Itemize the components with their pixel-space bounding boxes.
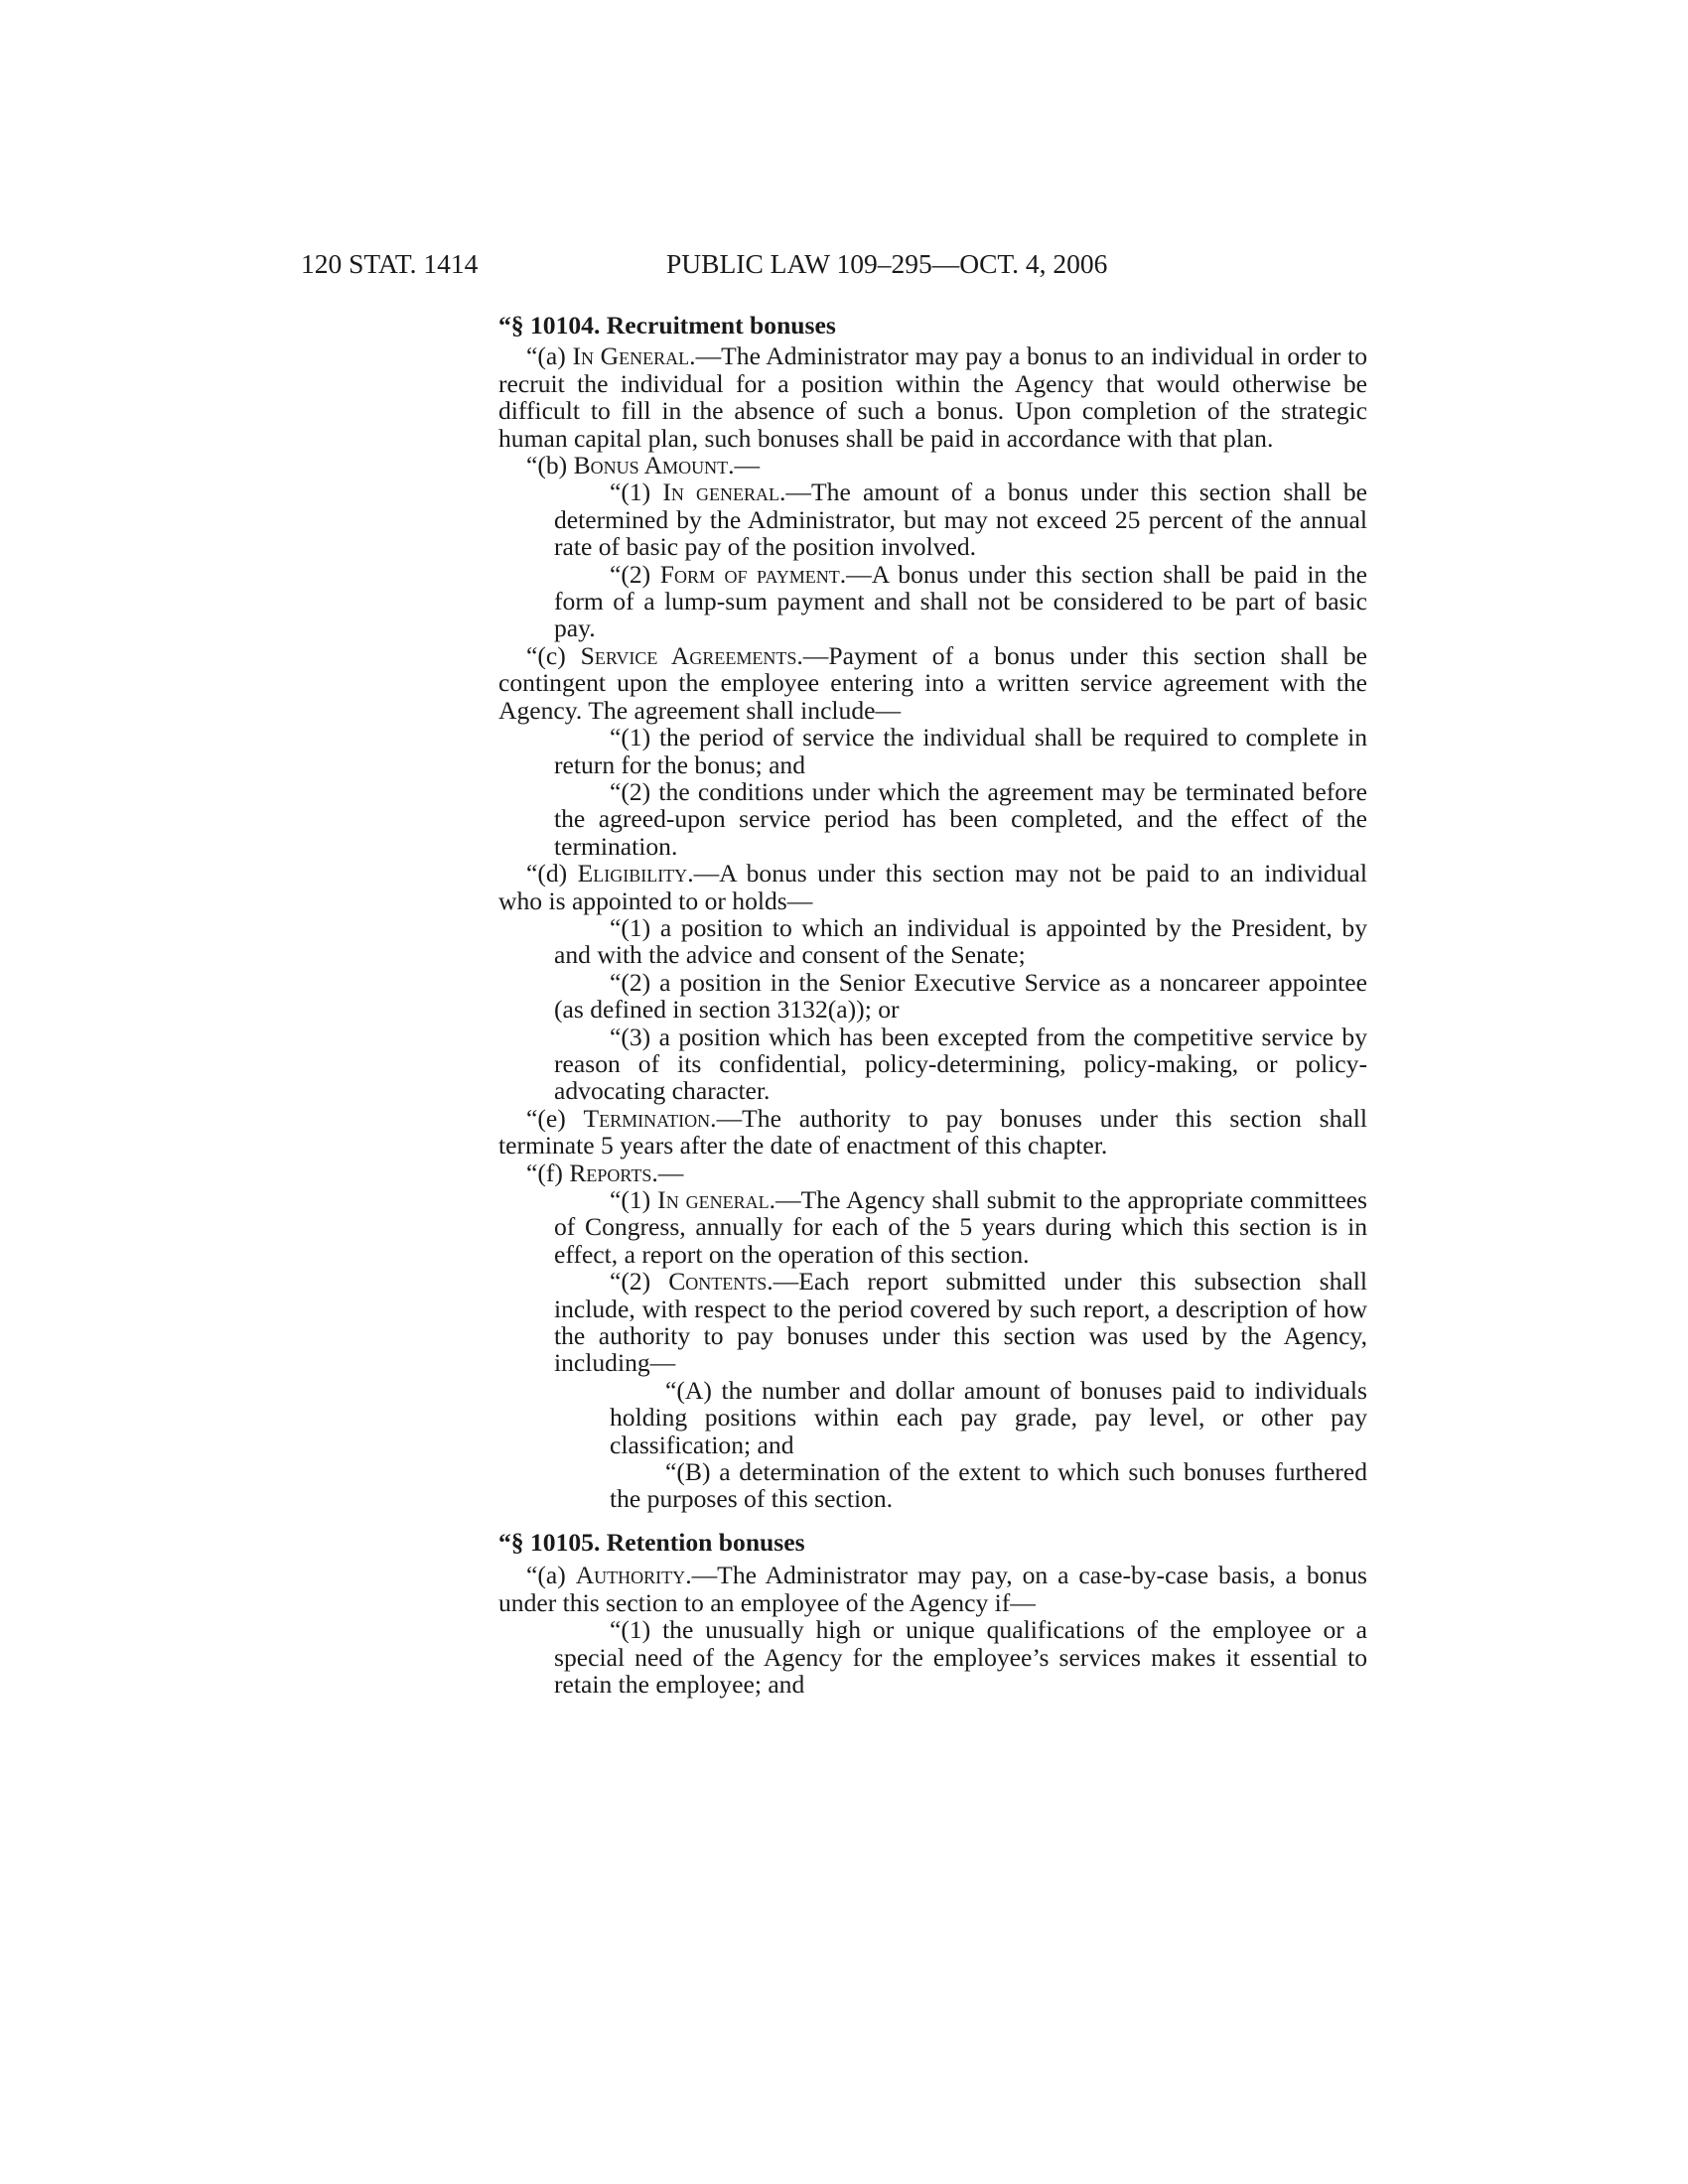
caption: Authority <box>575 1561 686 1590</box>
caption: Service Agreements <box>580 640 797 670</box>
paragraph-c2: “(2) the conditions under which the agreement may be terminated before the agreed-upon service period has been completed, and the effect of the termination. <box>554 776 1367 861</box>
paragraph-b2: “(2) Form of payment.—A bonus under this section shall be paid in the form of a lump-sum payment and shall not be considered to be part of basic pay. <box>554 559 1367 643</box>
paragraph-c1: “(1) the period of service the individual shall be required to complete in return for the bonus; and <box>554 723 1367 779</box>
subsection-b: “(b) Bonus Amount.— <box>526 451 761 480</box>
caption: Eligibility <box>577 859 688 888</box>
subsection-f: “(f) Reports.— <box>526 1158 684 1187</box>
caption: Form of payment <box>659 559 840 589</box>
subsection-a-retention: “(a) Authority.—The Administrator may pay, on a case-by-case basis, a bonus under this section to an employee of the Agency if— <box>498 1561 1367 1617</box>
subsection-d: “(d) Eligibility.—A bonus under this section may not be paid to an individual who is appointed to or holds— <box>498 859 1367 915</box>
paragraph-b1: “(1) In general.—The amount of a bonus under this section shall be determined by the Administrator, but may not exceed 25 percent of the annual rate of basic pay of the position involved. <box>554 478 1367 562</box>
paragraph-d1: “(1) a position to which an individual is appointed by the President, by and with the advice and consent of the Senate; <box>554 912 1367 970</box>
paragraph-a1-retention: “(1) the unusually high or unique qualifications of the employee or a special need of the Agency for the employee’s services makes it essential to retain the employee; and <box>554 1615 1367 1699</box>
page-header <box>301 248 1367 288</box>
subsection-c: “(c) Service Agreements.—Payment of a bonus under this section shall be contingent upon the employee entering into a written service agreement with the Agency. The agreement shall include— <box>498 640 1367 725</box>
caption: In general <box>657 1185 770 1214</box>
paragraph-d2: “(2) a position in the Senior Executive Service as a noncareer appointee (as defined in section 3132(a)); or <box>554 967 1367 1024</box>
caption: Contents <box>668 1267 768 1297</box>
statute-page-number: 120 STAT. 1414 <box>301 248 479 279</box>
subparagraph-f2A: “(A) the number and dollar amount of bonuses paid to individuals holding positions within each pay grade, pay level, or other pay classification; and <box>610 1375 1367 1459</box>
section-heading-10104: “§ 10104. Recruitment bonuses <box>498 311 836 340</box>
subparagraph-f2B: “(B) a determination of the extent to which such bonuses furthered the purposes of this section. <box>610 1457 1367 1514</box>
caption: Reports <box>569 1158 652 1187</box>
paragraph-f2: “(2) Contents.—Each report submitted under this subsection shall include, with respect to the period covered by such report, a description of how the authority to pay bonuses under this section was used by the Agency, including— <box>554 1267 1367 1378</box>
subsection-a: “(a) In General.—The Administrator may pay a bonus to an individual in order to recruit the individual for a position within the Agency that would otherwise be difficult to fill in the absence of such a bonus. Upon completion of the strategic human capital plan, such bonuses shall be paid in accordance with that plan. <box>498 341 1367 453</box>
document-body <box>498 312 1367 1698</box>
section-heading-10105: “§ 10105. Retention bonuses <box>498 1527 805 1557</box>
caption: In general <box>662 478 780 507</box>
caption: Bonus Amount <box>573 451 729 480</box>
caption: Termination <box>583 1103 711 1133</box>
paragraph-f1: “(1) In general.—The Agency shall submit to the appropriate committees of Congress, annually for each of the 5 years during which this section is in effect, a report on the operation of this section. <box>554 1185 1367 1269</box>
paragraph-d3: “(3) a position which has been excepted from the competitive service by reason of its confidential, policy-determining, policy-making, or policy-advocating character. <box>554 1022 1367 1106</box>
public-law-title: PUBLIC LAW 109–295—OCT. 4, 2006 <box>666 248 1108 279</box>
subsection-e: “(e) Termination.—The authority to pay bonuses under this section shall terminate 5 years after the date of enactment of this chapter. <box>498 1103 1367 1160</box>
caption: In General <box>572 341 690 371</box>
